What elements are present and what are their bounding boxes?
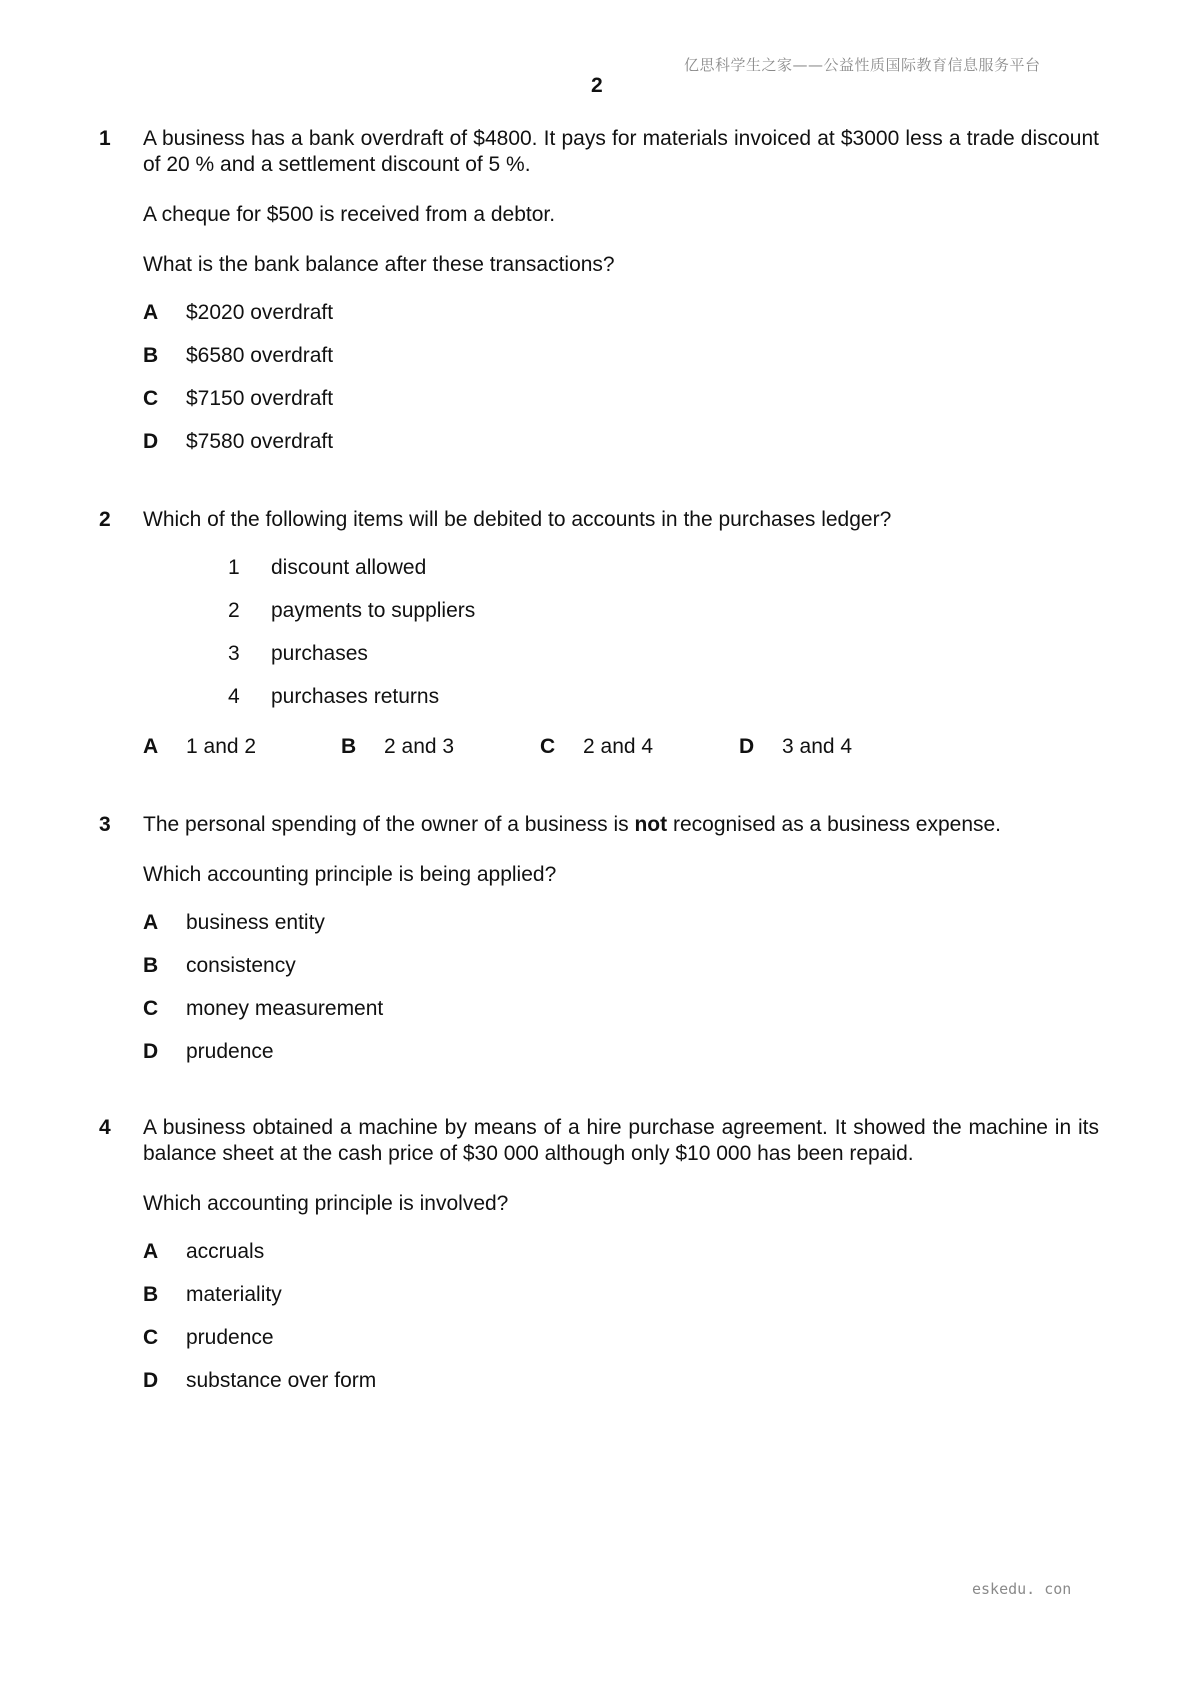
option-letter: D: [739, 735, 755, 758]
question-prompt: Which accounting principle is involved?: [143, 1192, 509, 1215]
question-stem: Which of the following items will be debited to accounts in the purchases ledger?: [143, 508, 892, 531]
stem-text: The personal spending of the owner of a business is: [143, 813, 635, 836]
option-text: $2020 overdraft: [186, 301, 334, 324]
option-text: prudence: [186, 1040, 274, 1063]
option-letter: A: [143, 735, 159, 758]
option-text: $6580 overdraft: [186, 344, 334, 367]
option-letter: A: [143, 911, 159, 934]
option-text: business entity: [186, 911, 325, 934]
option-letter: D: [143, 430, 159, 453]
option-letter: C: [143, 1326, 159, 1349]
item-number: 3: [228, 642, 240, 665]
option-letter: C: [143, 387, 159, 410]
question-info: A cheque for $500 is received from a debtor.: [143, 203, 556, 226]
question-prompt: Which accounting principle is being applied?: [143, 863, 557, 886]
item-text: purchases: [271, 642, 368, 665]
page-number: 2: [591, 74, 603, 97]
option-text: materiality: [186, 1283, 282, 1306]
question-number: 1: [99, 127, 111, 150]
question-number: 2: [99, 508, 111, 531]
option-text: $7580 overdraft: [186, 430, 334, 453]
option-letter: D: [143, 1040, 159, 1063]
option-text: consistency: [186, 954, 296, 977]
option-text: 2 and 3: [384, 735, 455, 758]
question-number: 3: [99, 813, 111, 836]
option-letter: B: [341, 735, 357, 758]
option-letter: B: [143, 954, 159, 977]
stem-emphasis: not: [634, 813, 668, 836]
question-stem: [143, 812, 1001, 838]
option-text: substance over form: [186, 1369, 377, 1392]
option-letter: A: [143, 301, 159, 324]
option-text: prudence: [186, 1326, 274, 1349]
option-text: 1 and 2: [186, 735, 257, 758]
item-number: 2: [228, 599, 240, 622]
item-text: payments to suppliers: [271, 599, 476, 622]
option-letter: D: [143, 1369, 159, 1392]
question-number: 4: [99, 1116, 111, 1139]
item-number: 1: [228, 556, 240, 579]
option-letter: C: [540, 735, 556, 758]
option-text: 3 and 4: [782, 735, 853, 758]
header-watermark-text: 亿思科学生之家——公益性质国际教育信息服务平台: [684, 56, 1041, 74]
question-prompt: What is the bank balance after these transactions?: [143, 253, 615, 276]
option-letter: A: [143, 1240, 159, 1263]
option-letter: C: [143, 997, 159, 1020]
option-letter: B: [143, 344, 159, 367]
item-number: 4: [228, 685, 240, 708]
item-text: purchases returns: [271, 685, 440, 708]
footer-watermark-text: eskedu. con: [972, 1580, 1072, 1598]
stem-text: recognised as a business expense.: [667, 813, 1002, 836]
item-text: discount allowed: [271, 556, 427, 579]
option-text: 2 and 4: [583, 735, 654, 758]
option-text: money measurement: [186, 997, 384, 1020]
option-text: $7150 overdraft: [186, 387, 334, 410]
question-stem: A business obtained a machine by means of a hire purchase agreement. It showed the machine in its balance sheet at the cash price of $30 000 although only $10 000 has been repaid.: [143, 1116, 1099, 1165]
question-stem: A business has a bank overdraft of $4800. It pays for materials invoiced at $3000 less a trade discount of 20 % and a settlement discount of 5 %.: [143, 127, 1099, 176]
option-letter: B: [143, 1283, 159, 1306]
option-text: accruals: [186, 1240, 265, 1263]
